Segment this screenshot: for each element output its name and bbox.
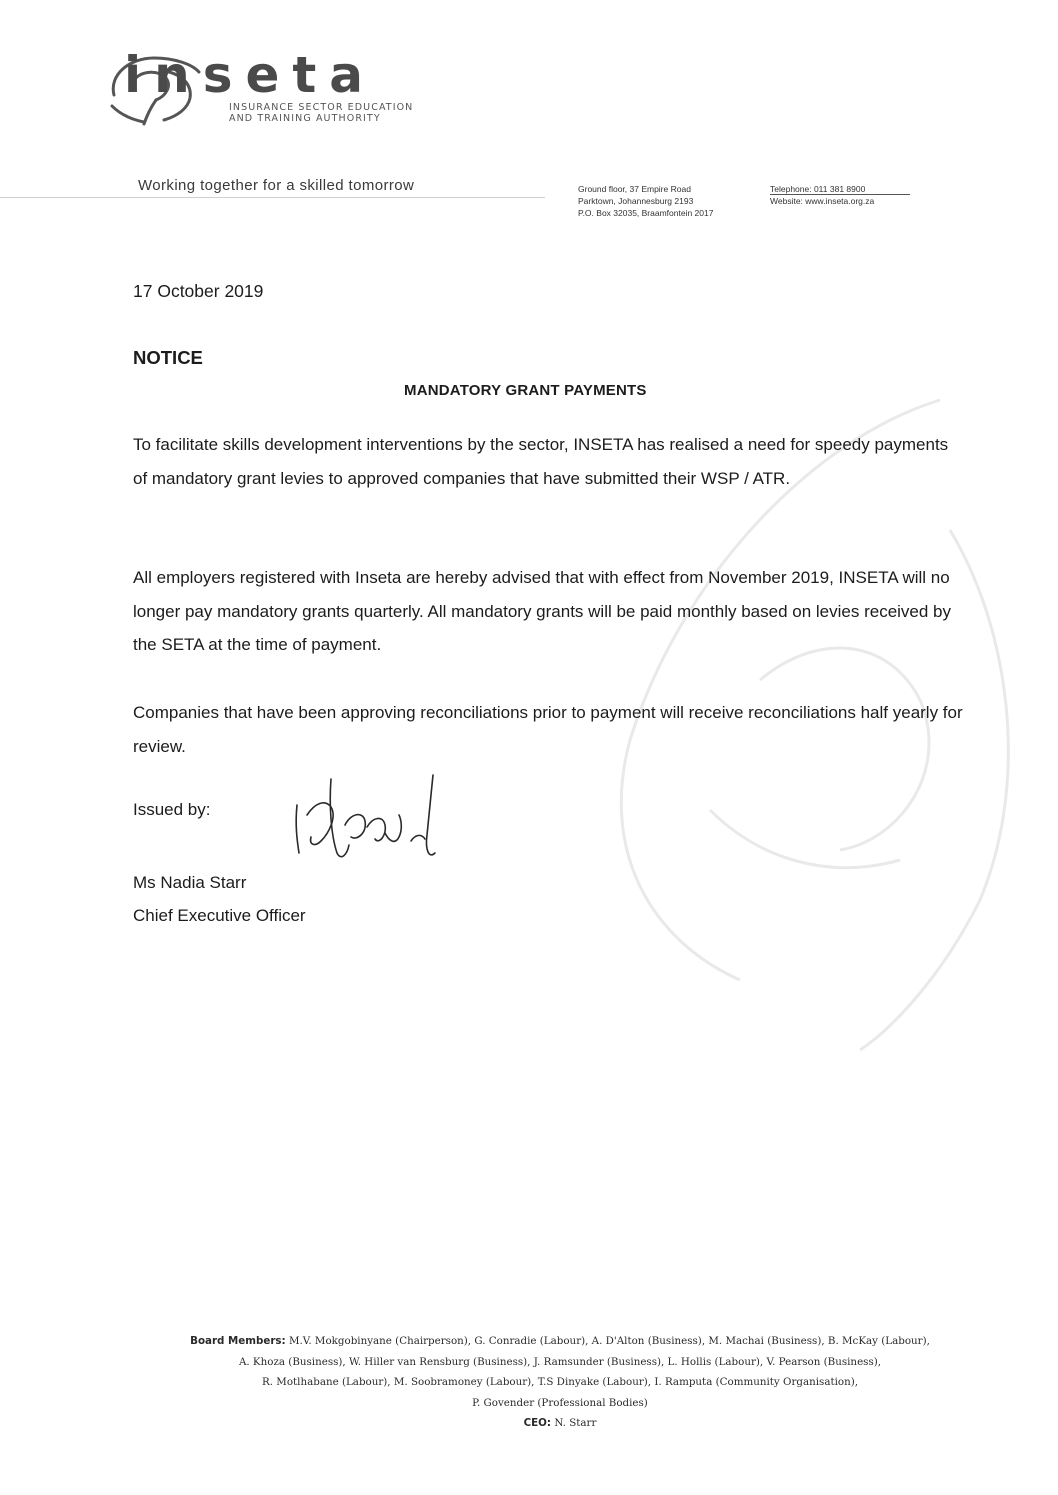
paragraph: All employers registered with Inseta are hereby advised that with effect from November 2019, INSETA will no longer pay mandatory grants quarterly. All mandatory grants will be paid monthly based on levies received by the SETA at the time of payment. bbox=[133, 568, 952, 654]
contact-details bbox=[770, 183, 874, 207]
address-line: Ground floor, 37 Empire Road bbox=[578, 184, 691, 194]
header-divider bbox=[0, 197, 545, 198]
subject-heading: MANDATORY GRANT PAYMENTS bbox=[404, 382, 647, 399]
board-members-text: M.V. Mokgobinyane (Chairperson), G. Conradie (Labour), A. D'Alton (Business), M. Machai (Business), B. McKay (Labour), bbox=[288, 1335, 930, 1347]
paragraph: Companies that have been approving reconciliations prior to payment will receive reconciliations half yearly for review. bbox=[133, 703, 963, 756]
tagline: Working together for a skilled tomorrow bbox=[138, 177, 415, 194]
board-label: Board Members: bbox=[190, 1335, 286, 1347]
telephone: Telephone: 011 381 8900 bbox=[770, 184, 866, 194]
logo-subtitle-line: AND TRAINING AUTHORITY bbox=[229, 113, 381, 124]
footer-line: P. Govender (Professional Bodies) bbox=[472, 1396, 648, 1409]
logo-wordmark: inseta bbox=[124, 46, 377, 104]
signer-title: Chief Executive Officer bbox=[133, 906, 306, 925]
footer-line: R. Motlhabane (Labour), M. Soobramoney (Labour), T.S Dinyake (Labour), I. Ramputa (Community Organisation), bbox=[261, 1376, 859, 1388]
ceo-label: CEO: bbox=[523, 1417, 552, 1429]
handwritten-signature bbox=[285, 755, 455, 885]
footer-line bbox=[100, 1331, 1020, 1352]
notice-heading: NOTICE bbox=[133, 347, 203, 368]
board-members-footer bbox=[100, 1331, 1020, 1434]
website: Website: www.inseta.org.za bbox=[770, 196, 875, 206]
address-line: Parktown, Johannesburg 2193 bbox=[578, 196, 694, 206]
signer-block bbox=[133, 866, 306, 932]
logo-subtitle-line: INSURANCE SECTOR EDUCATION bbox=[229, 102, 414, 113]
paragraph: To facilitate skills development interventions by the sector, INSETA has realised a need for speedy payments of mandatory grant levies to approved companies that have submitted their WSP / ATR. bbox=[133, 435, 949, 488]
ceo-name: N. Starr bbox=[554, 1417, 597, 1429]
address-line: P.O. Box 32035, Braamfontein 2017 bbox=[578, 208, 714, 218]
footer-line bbox=[100, 1413, 1020, 1434]
signer-name: Ms Nadia Starr bbox=[133, 873, 247, 892]
postal-address bbox=[578, 183, 713, 219]
letter-date: 17 October 2019 bbox=[133, 281, 264, 301]
footer-line: A. Khoza (Business), W. Hiller van Rensburg (Business), J. Ramsunder (Business), L. Hollis (Labour), V. Pearson (Business), bbox=[238, 1355, 882, 1368]
logo-subtitle bbox=[229, 102, 469, 124]
issued-by-label: Issued by: bbox=[133, 800, 211, 819]
